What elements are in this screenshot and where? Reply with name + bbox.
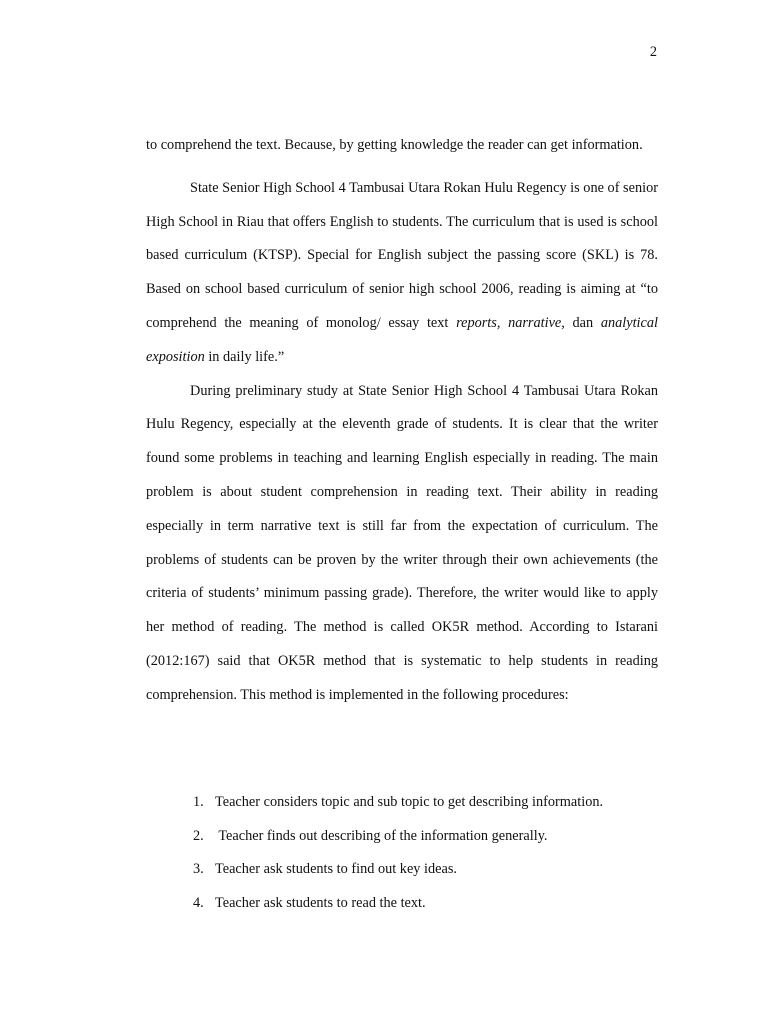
- body-text: [146, 129, 658, 713]
- paragraph-2-italic-reports-narrative: reports, narrative,: [456, 314, 565, 331]
- page-number: 2: [649, 44, 657, 60]
- list-item: [193, 786, 663, 820]
- paragraph-2: [146, 172, 658, 375]
- procedure-list: [193, 786, 663, 921]
- list-item-text: Teacher finds out describing of the information generally.: [215, 827, 548, 844]
- paragraph-2-italic-analytical-exposition: analytical exposition: [146, 314, 658, 365]
- paragraph-2-text: State Senior High School 4 Tambusai Utara Rokan Hulu Regency is one of senior High School in Riau that offers English to students. The curriculum that is used is school based curriculum (KTSP). Special for English subject the passing score (SKL) is 78. Based on school based curriculum of senior high school 2006, reading is aiming at “to comprehend the meaning of monolog/ essay text: [146, 179, 658, 331]
- list-item: [193, 887, 663, 921]
- paragraph-1: to comprehend the text. Because, by getting knowledge the reader can get information.: [146, 137, 643, 153]
- list-item-number: 4.: [193, 895, 204, 912]
- list-item: [193, 820, 663, 854]
- list-item-number: 1.: [193, 794, 204, 810]
- list-item-number: 3.: [193, 861, 204, 878]
- paragraph-3: During preliminary study at State Senior High School 4 Tambusai Utara Rokan Hulu Regency, especially at the eleventh grade of students. It is clear that the writer found some problems in teaching and learning English especially in reading. The main problem is about student comprehension in reading text. Their ability in reading especially in term narrative text is still far from the expectation of curriculum. The problems of students can be proven by the writer through their own achievements (the criteria of students’ minimum passing grade). Therefore, the writer would like to apply her method of reading. The method is called OK5R method. According to Istarani (2012:167) said that OK5R method that is systematic to help students in reading comprehension. This method is implemented in the following procedures:: [146, 382, 658, 703]
- list-item: [193, 853, 663, 887]
- list-item-text: Teacher ask students to read the text.: [215, 895, 426, 912]
- paragraph-2-end: in daily life.”: [204, 348, 285, 365]
- list-item-number: 2.: [193, 827, 204, 844]
- paragraph-2-dan: dan: [564, 314, 601, 331]
- list-item-text: Teacher considers topic and sub topic to get describing information.: [215, 794, 604, 810]
- list-item-text: Teacher ask students to find out key ideas.: [215, 861, 457, 878]
